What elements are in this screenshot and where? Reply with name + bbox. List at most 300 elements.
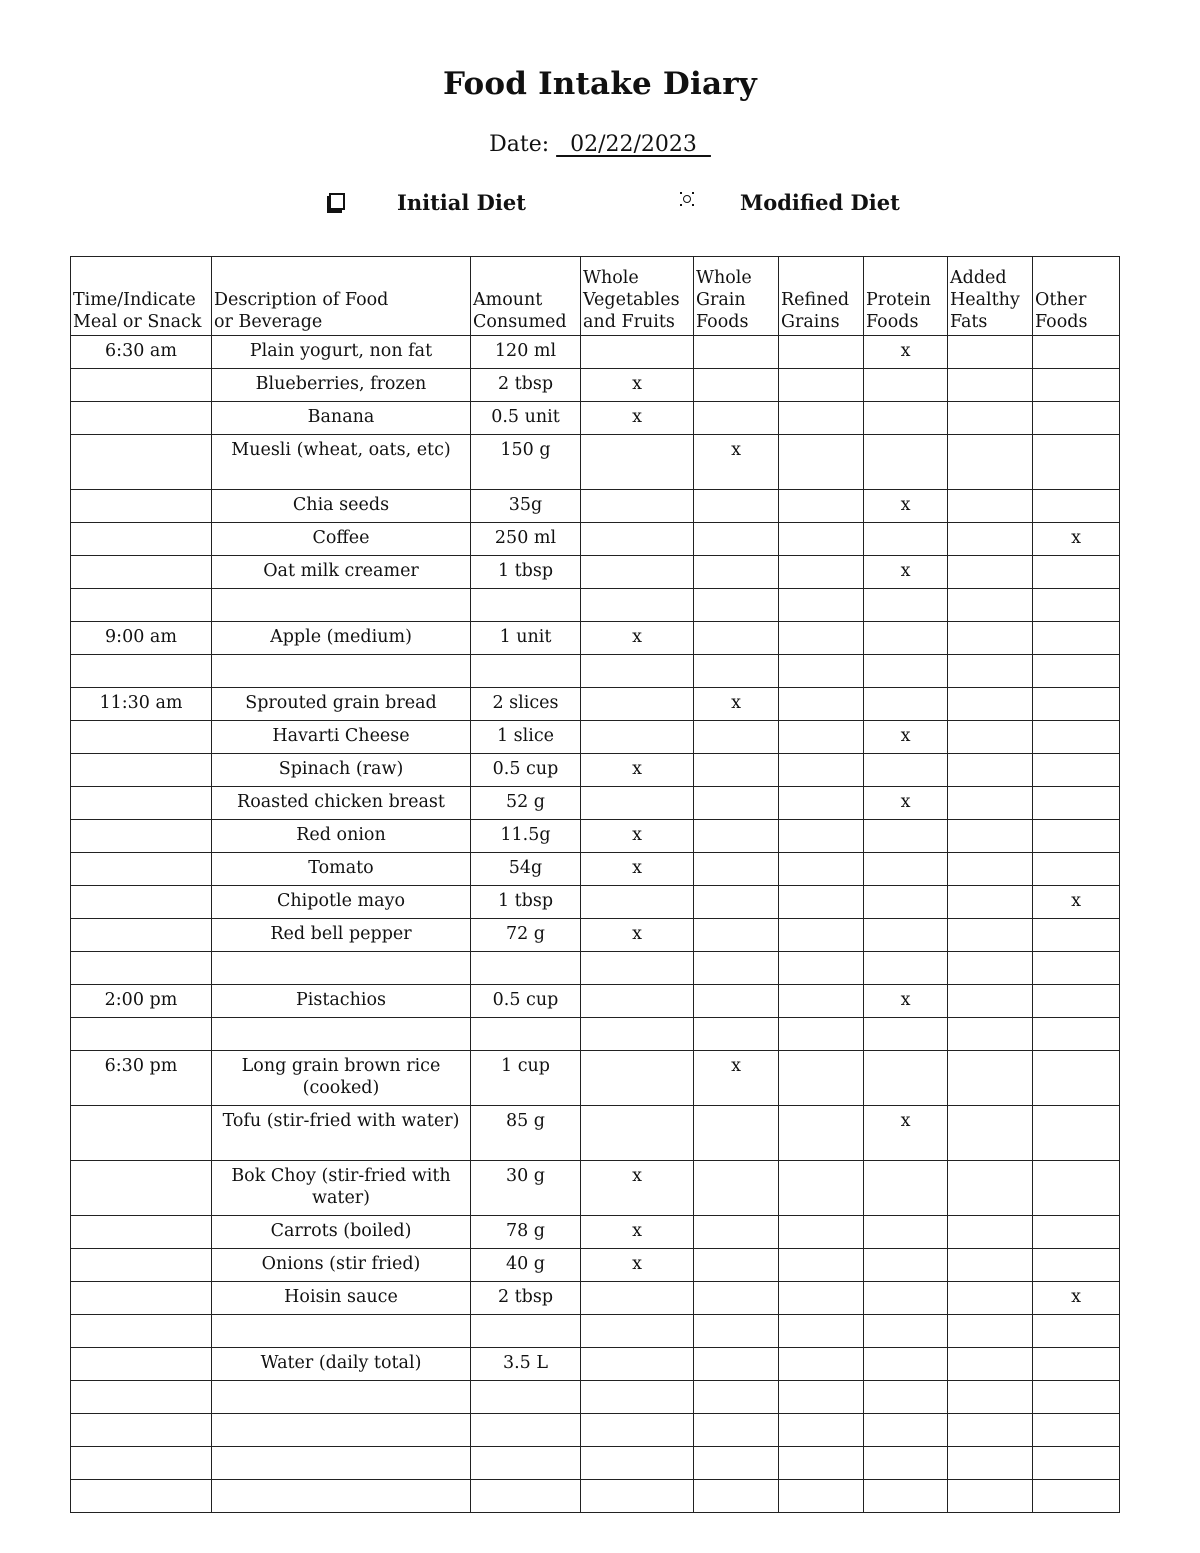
cell-protein[interactable] xyxy=(864,1447,948,1480)
cell-refined-grains[interactable] xyxy=(779,655,864,688)
cell-other[interactable] xyxy=(1033,490,1120,523)
cell-other[interactable] xyxy=(1033,622,1120,655)
cell-refined-grains[interactable] xyxy=(779,1480,864,1513)
cell-amount[interactable]: 1 tbsp xyxy=(471,886,581,919)
cell-amount[interactable] xyxy=(471,1381,581,1414)
sun-icon[interactable] xyxy=(680,192,694,206)
cell-protein[interactable] xyxy=(864,1216,948,1249)
cell-protein[interactable] xyxy=(864,1414,948,1447)
cell-protein[interactable] xyxy=(864,435,948,490)
cell-whole-grains[interactable]: x xyxy=(694,435,779,490)
cell-other[interactable] xyxy=(1033,1161,1120,1216)
cell-healthy-fats[interactable] xyxy=(948,1051,1033,1106)
cell-refined-grains[interactable] xyxy=(779,754,864,787)
cell-vegetables-fruits[interactable] xyxy=(581,523,694,556)
cell-vegetables-fruits[interactable] xyxy=(581,336,694,369)
cell-protein[interactable] xyxy=(864,886,948,919)
modified-diet-option[interactable] xyxy=(680,190,900,215)
cell-amount[interactable]: 250 ml xyxy=(471,523,581,556)
cell-time[interactable]: 9:00 am xyxy=(71,622,212,655)
cell-protein[interactable] xyxy=(864,1381,948,1414)
cell-healthy-fats[interactable] xyxy=(948,655,1033,688)
cell-refined-grains[interactable] xyxy=(779,336,864,369)
cell-vegetables-fruits[interactable]: x xyxy=(581,369,694,402)
cell-healthy-fats[interactable] xyxy=(948,435,1033,490)
cell-description[interactable]: Oat milk creamer xyxy=(212,556,471,589)
cell-description[interactable]: Water (daily total) xyxy=(212,1348,471,1381)
cell-other[interactable] xyxy=(1033,1414,1120,1447)
cell-vegetables-fruits[interactable] xyxy=(581,1447,694,1480)
cell-whole-grains[interactable] xyxy=(694,919,779,952)
cell-refined-grains[interactable] xyxy=(779,787,864,820)
cell-amount[interactable] xyxy=(471,952,581,985)
cell-time[interactable] xyxy=(71,754,212,787)
cell-healthy-fats[interactable] xyxy=(948,1315,1033,1348)
cell-protein[interactable] xyxy=(864,402,948,435)
cell-time[interactable] xyxy=(71,655,212,688)
cell-whole-grains[interactable] xyxy=(694,369,779,402)
cell-healthy-fats[interactable] xyxy=(948,523,1033,556)
cell-protein[interactable] xyxy=(864,1480,948,1513)
cell-healthy-fats[interactable] xyxy=(948,985,1033,1018)
cell-vegetables-fruits[interactable]: x xyxy=(581,1161,694,1216)
cell-healthy-fats[interactable] xyxy=(948,1480,1033,1513)
cell-healthy-fats[interactable] xyxy=(948,919,1033,952)
cell-protein[interactable] xyxy=(864,1282,948,1315)
cell-amount[interactable]: 85 g xyxy=(471,1106,581,1161)
cell-refined-grains[interactable] xyxy=(779,369,864,402)
cell-amount[interactable]: 120 ml xyxy=(471,336,581,369)
cell-whole-grains[interactable] xyxy=(694,721,779,754)
cell-refined-grains[interactable] xyxy=(779,886,864,919)
cell-protein[interactable] xyxy=(864,622,948,655)
cell-vegetables-fruits[interactable] xyxy=(581,435,694,490)
cell-healthy-fats[interactable] xyxy=(948,1249,1033,1282)
cell-time[interactable] xyxy=(71,919,212,952)
cell-time[interactable] xyxy=(71,787,212,820)
cell-other[interactable]: x xyxy=(1033,523,1120,556)
cell-whole-grains[interactable] xyxy=(694,1315,779,1348)
cell-other[interactable] xyxy=(1033,1106,1120,1161)
cell-whole-grains[interactable]: x xyxy=(694,688,779,721)
cell-whole-grains[interactable] xyxy=(694,1381,779,1414)
cell-amount[interactable]: 2 tbsp xyxy=(471,369,581,402)
cell-protein[interactable] xyxy=(864,820,948,853)
cell-description[interactable]: Onions (stir fried) xyxy=(212,1249,471,1282)
cell-other[interactable] xyxy=(1033,589,1120,622)
cell-time[interactable] xyxy=(71,1216,212,1249)
cell-protein[interactable]: x xyxy=(864,721,948,754)
cell-time[interactable] xyxy=(71,1348,212,1381)
cell-time[interactable] xyxy=(71,952,212,985)
cell-other[interactable] xyxy=(1033,1348,1120,1381)
cell-whole-grains[interactable] xyxy=(694,1348,779,1381)
cell-healthy-fats[interactable] xyxy=(948,721,1033,754)
cell-refined-grains[interactable] xyxy=(779,589,864,622)
cell-healthy-fats[interactable] xyxy=(948,1216,1033,1249)
cell-vegetables-fruits[interactable] xyxy=(581,1348,694,1381)
cell-vegetables-fruits[interactable] xyxy=(581,886,694,919)
cell-other[interactable]: x xyxy=(1033,886,1120,919)
cell-vegetables-fruits[interactable]: x xyxy=(581,853,694,886)
cell-other[interactable] xyxy=(1033,1216,1120,1249)
cell-other[interactable] xyxy=(1033,1315,1120,1348)
cell-description[interactable]: Chia seeds xyxy=(212,490,471,523)
cell-time[interactable] xyxy=(71,435,212,490)
cell-refined-grains[interactable] xyxy=(779,523,864,556)
cell-amount[interactable]: 1 cup xyxy=(471,1051,581,1106)
cell-other[interactable] xyxy=(1033,435,1120,490)
cell-other[interactable] xyxy=(1033,336,1120,369)
cell-whole-grains[interactable] xyxy=(694,985,779,1018)
cell-whole-grains[interactable] xyxy=(694,787,779,820)
cell-other[interactable] xyxy=(1033,369,1120,402)
cell-time[interactable] xyxy=(71,1282,212,1315)
cell-refined-grains[interactable] xyxy=(779,688,864,721)
cell-time[interactable] xyxy=(71,886,212,919)
cell-refined-grains[interactable] xyxy=(779,721,864,754)
cell-time[interactable] xyxy=(71,369,212,402)
cell-other[interactable] xyxy=(1033,1018,1120,1051)
cell-refined-grains[interactable] xyxy=(779,622,864,655)
cell-protein[interactable] xyxy=(864,655,948,688)
cell-whole-grains[interactable] xyxy=(694,952,779,985)
cell-protein[interactable]: x xyxy=(864,556,948,589)
cell-vegetables-fruits[interactable]: x xyxy=(581,1216,694,1249)
cell-whole-grains[interactable] xyxy=(694,1161,779,1216)
cell-vegetables-fruits[interactable] xyxy=(581,952,694,985)
cell-description[interactable]: Bok Choy (stir-fried with water) xyxy=(212,1161,471,1216)
cell-other[interactable] xyxy=(1033,402,1120,435)
cell-healthy-fats[interactable] xyxy=(948,369,1033,402)
cell-amount[interactable]: 54g xyxy=(471,853,581,886)
cell-amount[interactable]: 35g xyxy=(471,490,581,523)
cell-healthy-fats[interactable] xyxy=(948,952,1033,985)
cell-protein[interactable] xyxy=(864,853,948,886)
cell-other[interactable] xyxy=(1033,787,1120,820)
cell-vegetables-fruits[interactable] xyxy=(581,1381,694,1414)
cell-vegetables-fruits[interactable] xyxy=(581,985,694,1018)
cell-description[interactable]: Sprouted grain bread xyxy=(212,688,471,721)
cell-refined-grains[interactable] xyxy=(779,1106,864,1161)
cell-time[interactable]: 11:30 am xyxy=(71,688,212,721)
cell-other[interactable] xyxy=(1033,952,1120,985)
cell-time[interactable] xyxy=(71,556,212,589)
cell-protein[interactable]: x xyxy=(864,336,948,369)
cell-time[interactable] xyxy=(71,490,212,523)
cell-refined-grains[interactable] xyxy=(779,1249,864,1282)
cell-other[interactable] xyxy=(1033,556,1120,589)
cell-amount[interactable]: 40 g xyxy=(471,1249,581,1282)
cell-refined-grains[interactable] xyxy=(779,1381,864,1414)
cell-refined-grains[interactable] xyxy=(779,1282,864,1315)
cell-healthy-fats[interactable] xyxy=(948,1447,1033,1480)
cell-vegetables-fruits[interactable] xyxy=(581,1282,694,1315)
cell-vegetables-fruits[interactable] xyxy=(581,655,694,688)
cell-amount[interactable] xyxy=(471,655,581,688)
cell-amount[interactable]: 1 unit xyxy=(471,622,581,655)
cell-other[interactable] xyxy=(1033,985,1120,1018)
cell-healthy-fats[interactable] xyxy=(948,1161,1033,1216)
cell-other[interactable] xyxy=(1033,853,1120,886)
cell-vegetables-fruits[interactable] xyxy=(581,1315,694,1348)
cell-whole-grains[interactable] xyxy=(694,1249,779,1282)
cell-refined-grains[interactable] xyxy=(779,919,864,952)
cell-healthy-fats[interactable] xyxy=(948,589,1033,622)
cell-whole-grains[interactable] xyxy=(694,1106,779,1161)
cell-protein[interactable] xyxy=(864,1018,948,1051)
cell-protein[interactable] xyxy=(864,589,948,622)
cell-description[interactable]: Tomato xyxy=(212,853,471,886)
cell-refined-grains[interactable] xyxy=(779,1216,864,1249)
cell-whole-grains[interactable] xyxy=(694,402,779,435)
cell-other[interactable] xyxy=(1033,688,1120,721)
cell-description[interactable]: Red bell pepper xyxy=(212,919,471,952)
cell-healthy-fats[interactable] xyxy=(948,820,1033,853)
cell-protein[interactable] xyxy=(864,369,948,402)
cell-other[interactable] xyxy=(1033,721,1120,754)
cell-protein[interactable] xyxy=(864,1348,948,1381)
cell-whole-grains[interactable] xyxy=(694,1216,779,1249)
cell-time[interactable] xyxy=(71,523,212,556)
cell-vegetables-fruits[interactable] xyxy=(581,589,694,622)
cell-whole-grains[interactable] xyxy=(694,1018,779,1051)
cell-amount[interactable]: 72 g xyxy=(471,919,581,952)
cell-other[interactable] xyxy=(1033,1051,1120,1106)
cell-description[interactable] xyxy=(212,1381,471,1414)
cell-healthy-fats[interactable] xyxy=(948,787,1033,820)
cell-vegetables-fruits[interactable]: x xyxy=(581,754,694,787)
cell-whole-grains[interactable] xyxy=(694,1480,779,1513)
cell-whole-grains[interactable] xyxy=(694,1282,779,1315)
cell-description[interactable]: Spinach (raw) xyxy=(212,754,471,787)
initial-diet-option[interactable] xyxy=(327,190,526,215)
checkbox-icon[interactable] xyxy=(327,193,345,213)
cell-protein[interactable] xyxy=(864,1315,948,1348)
cell-whole-grains[interactable] xyxy=(694,336,779,369)
cell-time[interactable] xyxy=(71,1106,212,1161)
cell-healthy-fats[interactable] xyxy=(948,336,1033,369)
cell-description[interactable]: Red onion xyxy=(212,820,471,853)
cell-time[interactable] xyxy=(71,1414,212,1447)
cell-other[interactable] xyxy=(1033,655,1120,688)
cell-healthy-fats[interactable] xyxy=(948,622,1033,655)
cell-description[interactable]: Plain yogurt, non fat xyxy=(212,336,471,369)
cell-amount[interactable]: 1 slice xyxy=(471,721,581,754)
cell-refined-grains[interactable] xyxy=(779,820,864,853)
cell-time[interactable]: 2:00 pm xyxy=(71,985,212,1018)
cell-protein[interactable] xyxy=(864,919,948,952)
cell-time[interactable] xyxy=(71,589,212,622)
cell-description[interactable] xyxy=(212,1018,471,1051)
cell-description[interactable]: Tofu (stir-fried with water) xyxy=(212,1106,471,1161)
cell-amount[interactable]: 52 g xyxy=(471,787,581,820)
cell-protein[interactable] xyxy=(864,688,948,721)
cell-amount[interactable]: 30 g xyxy=(471,1161,581,1216)
cell-whole-grains[interactable] xyxy=(694,490,779,523)
cell-protein[interactable] xyxy=(864,523,948,556)
cell-other[interactable]: x xyxy=(1033,1282,1120,1315)
cell-refined-grains[interactable] xyxy=(779,1447,864,1480)
cell-amount[interactable] xyxy=(471,1414,581,1447)
cell-other[interactable] xyxy=(1033,1249,1120,1282)
cell-description[interactable]: Long grain brown rice (cooked) xyxy=(212,1051,471,1106)
cell-vegetables-fruits[interactable] xyxy=(581,490,694,523)
cell-refined-grains[interactable] xyxy=(779,490,864,523)
cell-vegetables-fruits[interactable] xyxy=(581,1106,694,1161)
cell-vegetables-fruits[interactable] xyxy=(581,688,694,721)
cell-time[interactable] xyxy=(71,1381,212,1414)
cell-amount[interactable]: 0.5 cup xyxy=(471,754,581,787)
cell-description[interactable] xyxy=(212,1447,471,1480)
cell-other[interactable] xyxy=(1033,1480,1120,1513)
cell-amount[interactable]: 2 tbsp xyxy=(471,1282,581,1315)
cell-time[interactable] xyxy=(71,1018,212,1051)
cell-healthy-fats[interactable] xyxy=(948,1018,1033,1051)
cell-time[interactable] xyxy=(71,1161,212,1216)
cell-amount[interactable]: 0.5 cup xyxy=(471,985,581,1018)
cell-amount[interactable] xyxy=(471,1315,581,1348)
cell-protein[interactable] xyxy=(864,754,948,787)
cell-vegetables-fruits[interactable] xyxy=(581,556,694,589)
cell-protein[interactable]: x xyxy=(864,490,948,523)
cell-protein[interactable] xyxy=(864,952,948,985)
cell-vegetables-fruits[interactable]: x xyxy=(581,622,694,655)
cell-healthy-fats[interactable] xyxy=(948,1282,1033,1315)
cell-description[interactable] xyxy=(212,589,471,622)
cell-protein[interactable] xyxy=(864,1051,948,1106)
cell-description[interactable]: Havarti Cheese xyxy=(212,721,471,754)
cell-healthy-fats[interactable] xyxy=(948,402,1033,435)
cell-amount[interactable] xyxy=(471,1447,581,1480)
cell-description[interactable] xyxy=(212,1315,471,1348)
cell-description[interactable] xyxy=(212,655,471,688)
cell-description[interactable]: Hoisin sauce xyxy=(212,1282,471,1315)
cell-refined-grains[interactable] xyxy=(779,435,864,490)
cell-healthy-fats[interactable] xyxy=(948,886,1033,919)
cell-protein[interactable] xyxy=(864,1161,948,1216)
cell-description[interactable]: Apple (medium) xyxy=(212,622,471,655)
cell-refined-grains[interactable] xyxy=(779,1414,864,1447)
cell-description[interactable]: Muesli (wheat, oats, etc) xyxy=(212,435,471,490)
cell-amount[interactable]: 1 tbsp xyxy=(471,556,581,589)
cell-protein[interactable]: x xyxy=(864,1106,948,1161)
cell-whole-grains[interactable]: x xyxy=(694,1051,779,1106)
cell-refined-grains[interactable] xyxy=(779,1051,864,1106)
cell-whole-grains[interactable] xyxy=(694,754,779,787)
cell-healthy-fats[interactable] xyxy=(948,1381,1033,1414)
cell-healthy-fats[interactable] xyxy=(948,1106,1033,1161)
cell-protein[interactable] xyxy=(864,1249,948,1282)
cell-time[interactable] xyxy=(71,402,212,435)
cell-healthy-fats[interactable] xyxy=(948,853,1033,886)
cell-amount[interactable]: 0.5 unit xyxy=(471,402,581,435)
cell-amount[interactable] xyxy=(471,589,581,622)
cell-vegetables-fruits[interactable]: x xyxy=(581,402,694,435)
cell-description[interactable] xyxy=(212,1480,471,1513)
cell-whole-grains[interactable] xyxy=(694,523,779,556)
cell-amount[interactable] xyxy=(471,1018,581,1051)
cell-healthy-fats[interactable] xyxy=(948,490,1033,523)
cell-description[interactable]: Chipotle mayo xyxy=(212,886,471,919)
cell-vegetables-fruits[interactable] xyxy=(581,1414,694,1447)
cell-other[interactable] xyxy=(1033,754,1120,787)
cell-amount[interactable]: 3.5 L xyxy=(471,1348,581,1381)
cell-refined-grains[interactable] xyxy=(779,952,864,985)
cell-amount[interactable]: 150 g xyxy=(471,435,581,490)
cell-whole-grains[interactable] xyxy=(694,1414,779,1447)
cell-healthy-fats[interactable] xyxy=(948,1414,1033,1447)
cell-healthy-fats[interactable] xyxy=(948,754,1033,787)
cell-whole-grains[interactable] xyxy=(694,622,779,655)
cell-description[interactable]: Coffee xyxy=(212,523,471,556)
cell-vegetables-fruits[interactable] xyxy=(581,1051,694,1106)
cell-time[interactable]: 6:30 am xyxy=(71,336,212,369)
cell-vegetables-fruits[interactable] xyxy=(581,1018,694,1051)
cell-protein[interactable]: x xyxy=(864,787,948,820)
cell-healthy-fats[interactable] xyxy=(948,556,1033,589)
cell-time[interactable] xyxy=(71,820,212,853)
cell-healthy-fats[interactable] xyxy=(948,688,1033,721)
cell-amount[interactable]: 11.5g xyxy=(471,820,581,853)
cell-refined-grains[interactable] xyxy=(779,853,864,886)
cell-refined-grains[interactable] xyxy=(779,1348,864,1381)
cell-description[interactable]: Banana xyxy=(212,402,471,435)
cell-refined-grains[interactable] xyxy=(779,1161,864,1216)
cell-time[interactable] xyxy=(71,1315,212,1348)
cell-time[interactable]: 6:30 pm xyxy=(71,1051,212,1106)
cell-whole-grains[interactable] xyxy=(694,1447,779,1480)
cell-amount[interactable]: 2 slices xyxy=(471,688,581,721)
cell-vegetables-fruits[interactable] xyxy=(581,787,694,820)
cell-refined-grains[interactable] xyxy=(779,1018,864,1051)
cell-vegetables-fruits[interactable]: x xyxy=(581,820,694,853)
cell-description[interactable]: Pistachios xyxy=(212,985,471,1018)
cell-description[interactable]: Carrots (boiled) xyxy=(212,1216,471,1249)
cell-time[interactable] xyxy=(71,1249,212,1282)
cell-whole-grains[interactable] xyxy=(694,853,779,886)
cell-refined-grains[interactable] xyxy=(779,985,864,1018)
cell-refined-grains[interactable] xyxy=(779,556,864,589)
cell-whole-grains[interactable] xyxy=(694,886,779,919)
cell-time[interactable] xyxy=(71,1480,212,1513)
cell-other[interactable] xyxy=(1033,919,1120,952)
cell-vegetables-fruits[interactable]: x xyxy=(581,919,694,952)
cell-whole-grains[interactable] xyxy=(694,655,779,688)
cell-time[interactable] xyxy=(71,853,212,886)
cell-other[interactable] xyxy=(1033,1381,1120,1414)
cell-vegetables-fruits[interactable]: x xyxy=(581,1249,694,1282)
date-value[interactable]: 02/22/2023 xyxy=(556,132,711,157)
cell-refined-grains[interactable] xyxy=(779,1315,864,1348)
cell-protein[interactable]: x xyxy=(864,985,948,1018)
cell-refined-grains[interactable] xyxy=(779,402,864,435)
cell-whole-grains[interactable] xyxy=(694,589,779,622)
cell-other[interactable] xyxy=(1033,820,1120,853)
cell-amount[interactable]: 78 g xyxy=(471,1216,581,1249)
cell-amount[interactable] xyxy=(471,1480,581,1513)
cell-healthy-fats[interactable] xyxy=(948,1348,1033,1381)
cell-whole-grains[interactable] xyxy=(694,820,779,853)
cell-description[interactable] xyxy=(212,1414,471,1447)
cell-time[interactable] xyxy=(71,1447,212,1480)
cell-description[interactable] xyxy=(212,952,471,985)
cell-description[interactable]: Blueberries, frozen xyxy=(212,369,471,402)
cell-time[interactable] xyxy=(71,721,212,754)
cell-vegetables-fruits[interactable] xyxy=(581,1480,694,1513)
cell-whole-grains[interactable] xyxy=(694,556,779,589)
cell-vegetables-fruits[interactable] xyxy=(581,721,694,754)
